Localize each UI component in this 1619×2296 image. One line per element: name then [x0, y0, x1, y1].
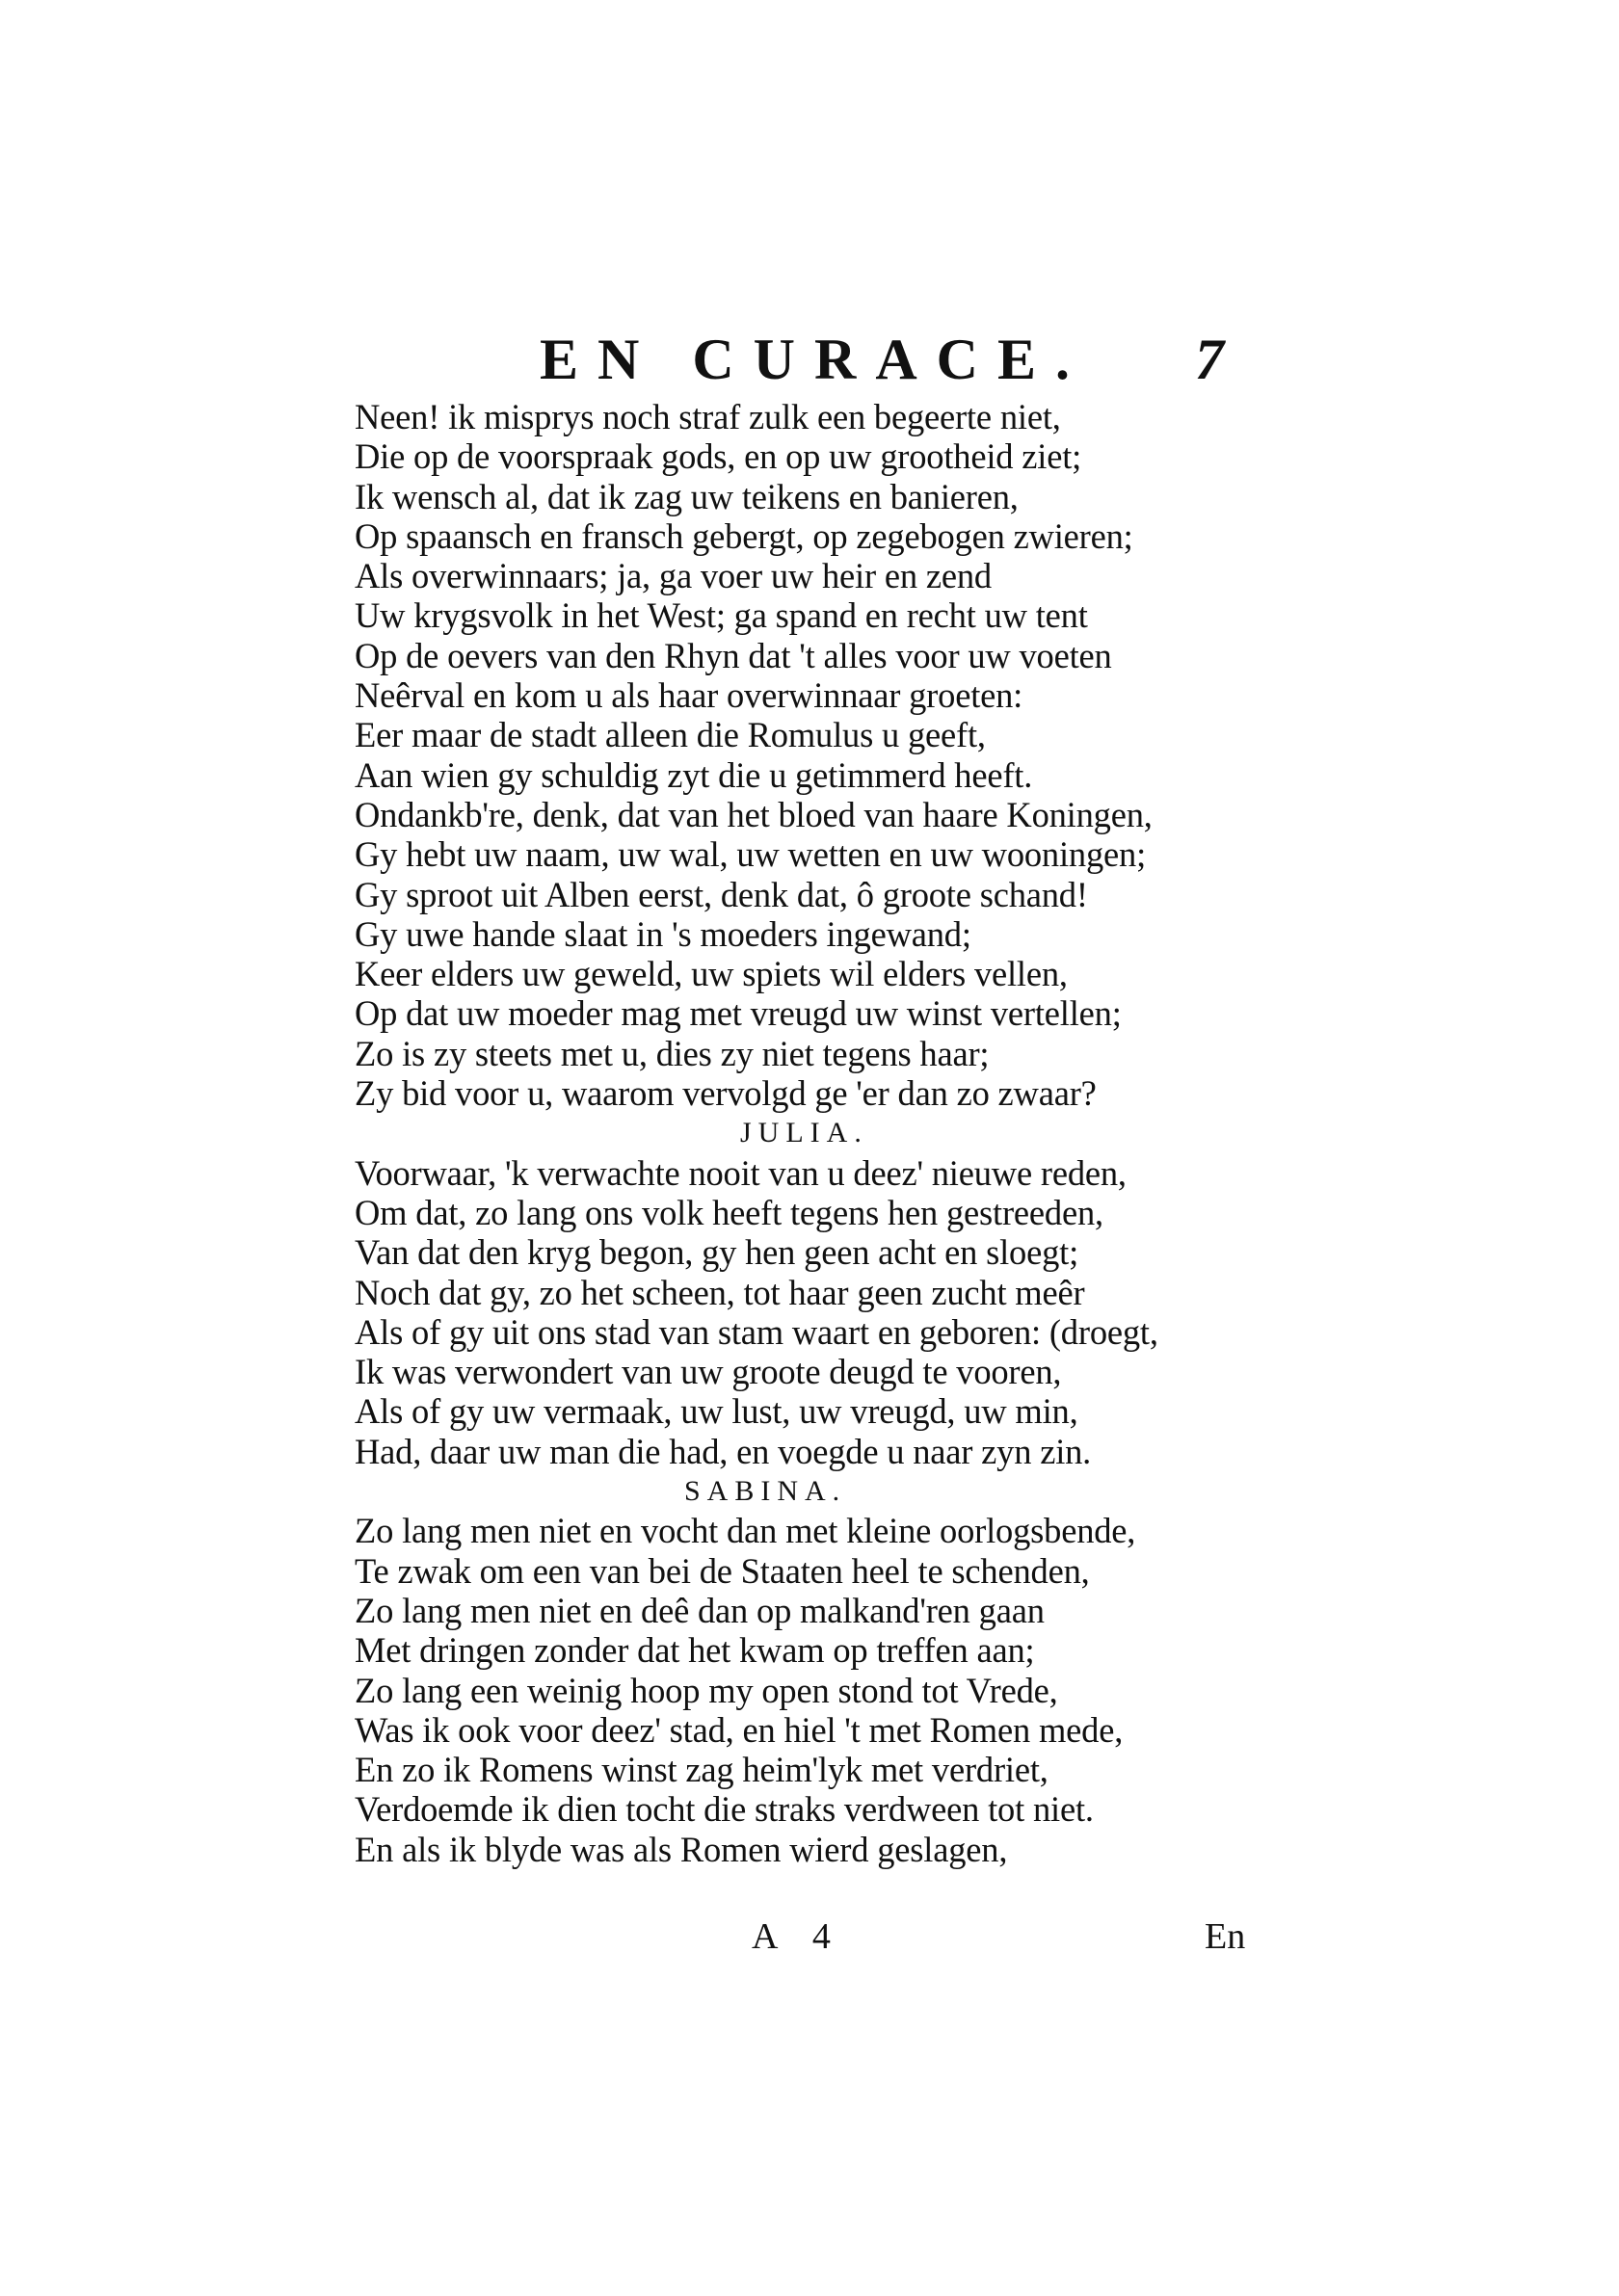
verse-line: Ondankb're, denk, dat van het bloed van haare Koningen, [355, 794, 1153, 834]
verse-line: Die op de voorspraak gods, en op uw grootheid ziet; [355, 436, 1082, 477]
verse-line: Noch dat gy, zo het scheen, tot haar geen zucht meêr [355, 1272, 1085, 1312]
verse-line: Neêrval en kom u als haar overwinnaar groeten: [355, 675, 1023, 716]
speaker-heading-sabina: SABINA. [684, 1475, 847, 1508]
verse-line: Als of gy uw vermaak, uw lust, uw vreugd, uw min, [355, 1391, 1078, 1432]
verse-line: Gy uwe hande slaat in 's moeders ingewand; [355, 913, 971, 954]
page-number: 7 [1195, 328, 1224, 391]
verse-line: Zo lang men niet en deê dan op malkand'ren gaan [355, 1590, 1045, 1630]
verse-line: Neen! ik misprys noch straf zulk een begeerte niet, [355, 397, 1061, 436]
verse-line: En zo ik Romens winst zag heim'lyk met verdriet, [355, 1750, 1048, 1790]
verse-line: Aan wien gy schuldig zyt die u getimmerd heeft. [355, 754, 1033, 795]
verse-line: Uw krygsvolk in het West; ga spand en recht uw tent [355, 595, 1088, 636]
verse-line: Voorwaar, 'k verwachte nooit van u deez' nieuwe reden, [355, 1152, 1127, 1193]
signature-mark: A 4 [752, 1916, 844, 1957]
verse-line: Op spaansch en fransch gebergt, op zegebogen zwieren; [355, 515, 1133, 556]
verse-line: Gy hebt uw naam, uw wal, uw wetten en uw wooningen; [355, 834, 1147, 875]
verse-text-block [355, 397, 1251, 1869]
verse-line: Was ik ook voor deez' stad, en hiel 't met Romen mede, [355, 1709, 1124, 1750]
verse-line: Als of gy uit ons stad van stam waart en geboren: (droegt, [355, 1311, 1158, 1352]
verse-line: En als ik blyde was als Romen wierd geslagen, [355, 1829, 1008, 1869]
verse-line: Te zwak om een van bei de Staaten heel te schenden, [355, 1550, 1090, 1591]
verse-line: Zo lang een weinig hoop my open stond tot Vrede, [355, 1670, 1058, 1710]
verse-line: Zo is zy steets met u, dies zy niet tegens haar; [355, 1033, 990, 1073]
verse-line: Zo lang men niet en vocht dan met kleine oorlogsbende, [355, 1511, 1136, 1551]
speaker-heading-julia: JULIA. [740, 1117, 868, 1149]
verse-line: Met dringen zonder dat het kwam op treffen aan; [355, 1630, 1035, 1671]
verse-line: Verdoemde ik dien tocht die straks verdween tot niet. [355, 1789, 1094, 1830]
running-head: EN CURACE. [540, 328, 1090, 391]
verse-line: Ik wensch al, dat ik zag uw teikens en banieren, [355, 476, 1019, 516]
verse-line: Als overwinnaars; ja, ga voer uw heir en zend [355, 556, 992, 596]
verse-line: Gy sproot uit Alben eerst, denk dat, ô groote schand! [355, 874, 1088, 914]
catchword: En [1205, 1916, 1246, 1957]
verse-line: Om dat, zo lang ons volk heeft tegens hen gestreeden, [355, 1192, 1103, 1232]
verse-line: Op dat uw moeder mag met vreugd uw winst vertellen; [355, 993, 1122, 1034]
verse-line: Ik was verwondert van uw groote deugd te vooren, [355, 1352, 1062, 1392]
verse-line: Eer maar de stadt alleen die Romulus u geeft, [355, 715, 986, 755]
verse-line: Had, daar uw man die had, en voegde u naar zyn zin. [355, 1431, 1092, 1471]
verse-line: Op de oevers van den Rhyn dat 't alles voor uw voeten [355, 635, 1112, 675]
verse-line: Van dat den kryg begon, gy hen geen acht en sloegt; [355, 1232, 1079, 1273]
verse-line: Keer elders uw geweld, uw spiets wil elders vellen, [355, 954, 1068, 994]
verse-line: Zy bid voor u, waarom vervolgd ge 'er dan zo zwaar? [355, 1073, 1097, 1114]
